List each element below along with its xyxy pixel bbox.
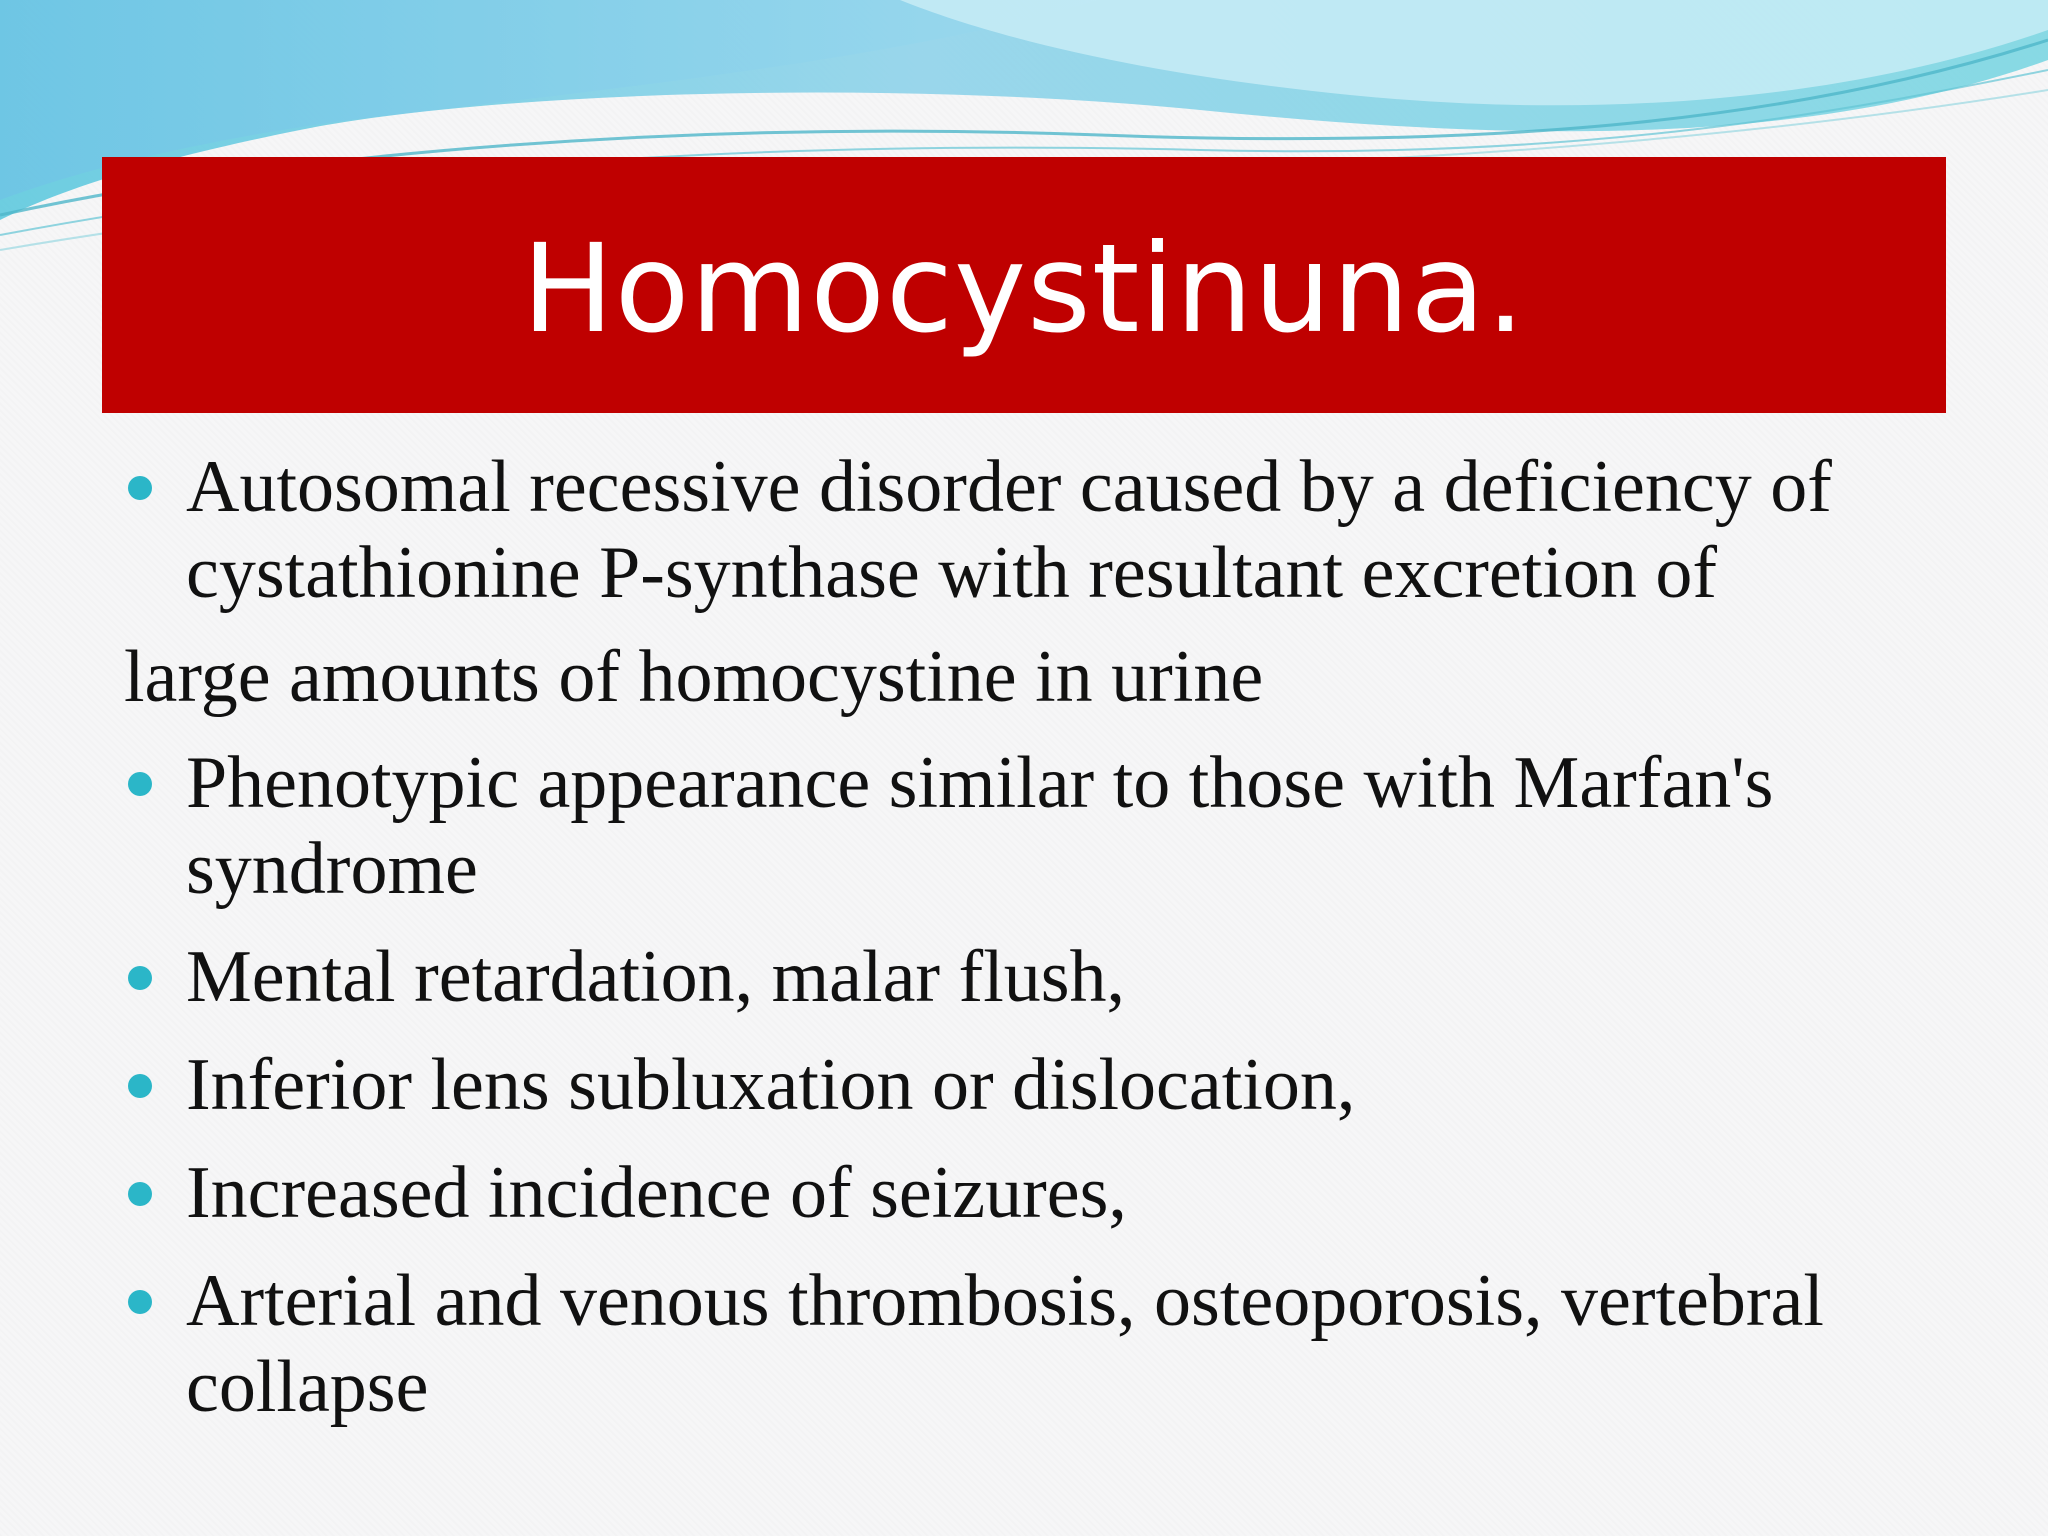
bullet-icon xyxy=(128,476,152,500)
slide-title: Homocystinuna. xyxy=(522,218,1526,360)
list-item-text: Phenotypic appearance similar to those with Marfan's syndrome xyxy=(186,742,1774,910)
bullet-icon xyxy=(128,966,152,990)
title-bar xyxy=(102,157,1946,413)
bullet-icon xyxy=(128,1182,152,1206)
bullet-icon xyxy=(128,1074,152,1098)
bullet-icon xyxy=(128,1290,152,1314)
list-item-text: large amounts of homocystine in urine xyxy=(124,636,1264,718)
list-item xyxy=(124,934,1954,1020)
list-item xyxy=(124,1150,1954,1236)
list-item xyxy=(124,1042,1954,1128)
list-item xyxy=(124,740,1954,912)
bullet-list xyxy=(124,444,1954,1452)
bullet-icon xyxy=(128,772,152,796)
list-item xyxy=(124,1258,1954,1430)
list-item-continuation xyxy=(124,634,1954,720)
list-item-text: Inferior lens subluxation or dislocation, xyxy=(186,1044,1356,1126)
list-item-text: Autosomal recessive disorder caused by a deficiency of cystathionine P-synthase with resultant excretion of xyxy=(186,446,1832,614)
list-item xyxy=(124,444,1954,616)
list-item-text: Arterial and venous thrombosis, osteoporosis, vertebral collapse xyxy=(186,1260,1824,1428)
list-item-text: Mental retardation, malar flush, xyxy=(186,936,1126,1018)
list-item-text: Increased incidence of seizures, xyxy=(186,1152,1127,1234)
